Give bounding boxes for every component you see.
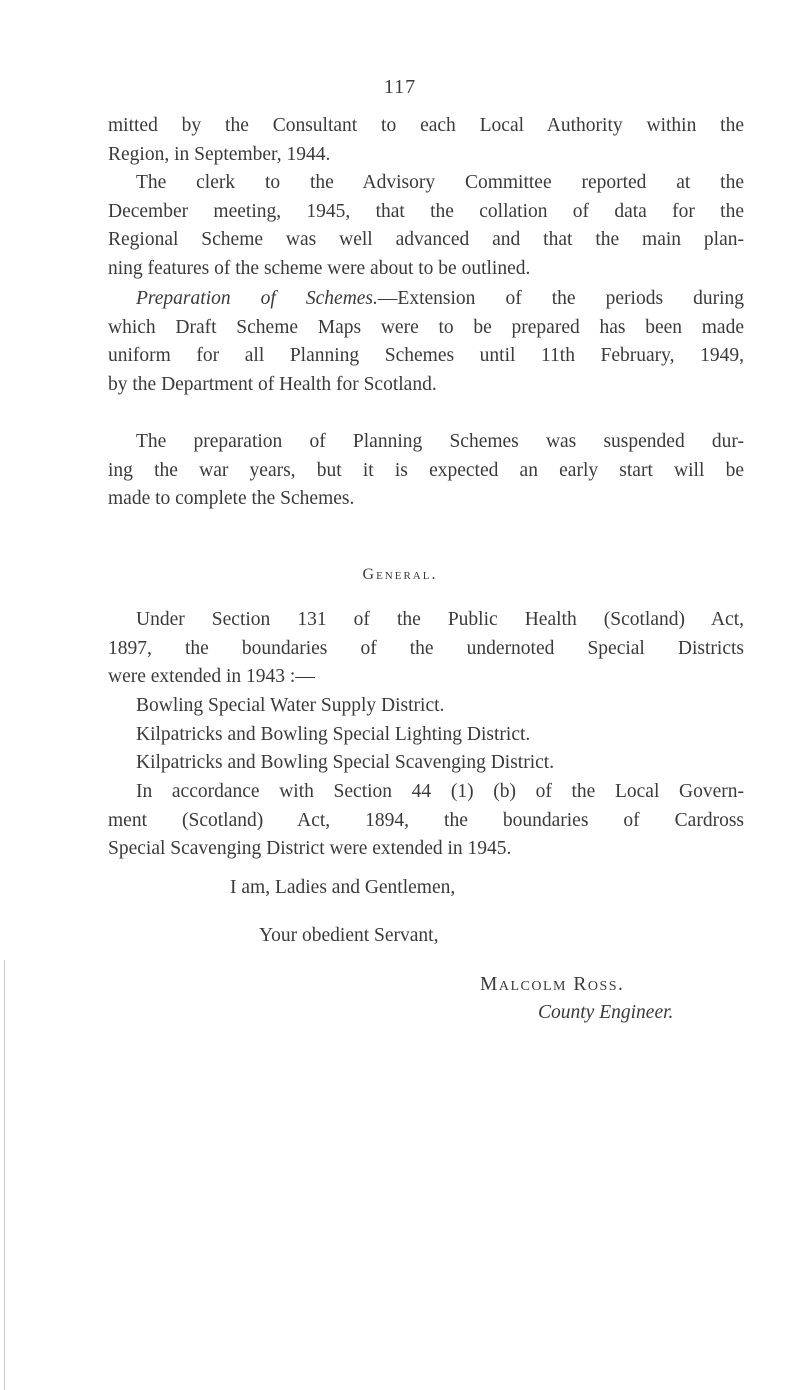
signature-title: County Engineer. — [538, 1002, 674, 1023]
signature-name: Malcolm Ross. — [480, 974, 625, 995]
text-line: mitted by the Consultant to each Local Authority within the — [108, 115, 744, 136]
text-line: The clerk to the Advisory Committee reported at the — [136, 172, 744, 193]
paragraph-continuation — [108, 112, 744, 169]
list-item: Kilpatricks and Bowling Special Lighting District. — [136, 723, 531, 745]
section-heading-general: General. — [362, 566, 438, 583]
text-line: In accordance with Section 44 (1) (b) of the Local Govern- — [136, 781, 744, 802]
text-line: by the Department of Health for Scotland. — [108, 373, 437, 395]
text-line: ing the war years, but it is expected an early start will be — [108, 459, 744, 481]
section-lead-rest: —Extension of the periods during — [377, 288, 744, 309]
text-line: 1897, the boundaries of the undernoted Special Districts — [108, 637, 744, 659]
text-line: made to complete the Schemes. — [108, 488, 355, 509]
page-edge-shadow — [4, 960, 5, 1390]
section-lead-italic: Preparation of Schemes. — [136, 288, 378, 309]
text-line: ning features of the scheme were about to be outlined. — [108, 257, 531, 279]
text-line: The preparation of Planning Schemes was suspended dur- — [136, 431, 744, 452]
paragraph-suspension — [108, 428, 744, 514]
list-item: Kilpatricks and Bowling Special Scavenging District. — [136, 752, 555, 773]
paragraph-public-health-act — [108, 606, 744, 692]
text-line: Region, in September, 1944. — [108, 143, 331, 165]
text-line — [108, 285, 744, 314]
page-number: 117 — [383, 76, 417, 98]
closing-valediction: Your obedient Servant, — [259, 925, 439, 946]
text-line: Under Section 131 of the Public Health (Scotland) Act, — [136, 609, 744, 630]
text-line: ment (Scotland) Act, 1894, the boundaries of Cardross — [108, 809, 744, 831]
text-line: December meeting, 1945, that the collation of data for the — [108, 200, 744, 222]
paragraph-local-government-act — [108, 778, 744, 864]
text-line: which Draft Scheme Maps were to be prepared has been made — [108, 316, 744, 338]
closing-salutation: I am, Ladies and Gentlemen, — [230, 877, 456, 898]
text-line: Special Scavenging District were extended in 1945. — [108, 838, 512, 859]
list-item: Bowling Special Water Supply District. — [136, 695, 445, 716]
text-line: uniform for all Planning Schemes until 11th February, 1949, — [108, 345, 744, 366]
paragraph-preparation-of-schemes — [108, 285, 744, 399]
text-line: were extended in 1943 :— — [108, 666, 315, 687]
districts-list — [108, 692, 744, 778]
text-line: Regional Scheme was well advanced and that the main plan- — [108, 229, 744, 250]
paragraph-advisory-committee — [108, 169, 744, 283]
